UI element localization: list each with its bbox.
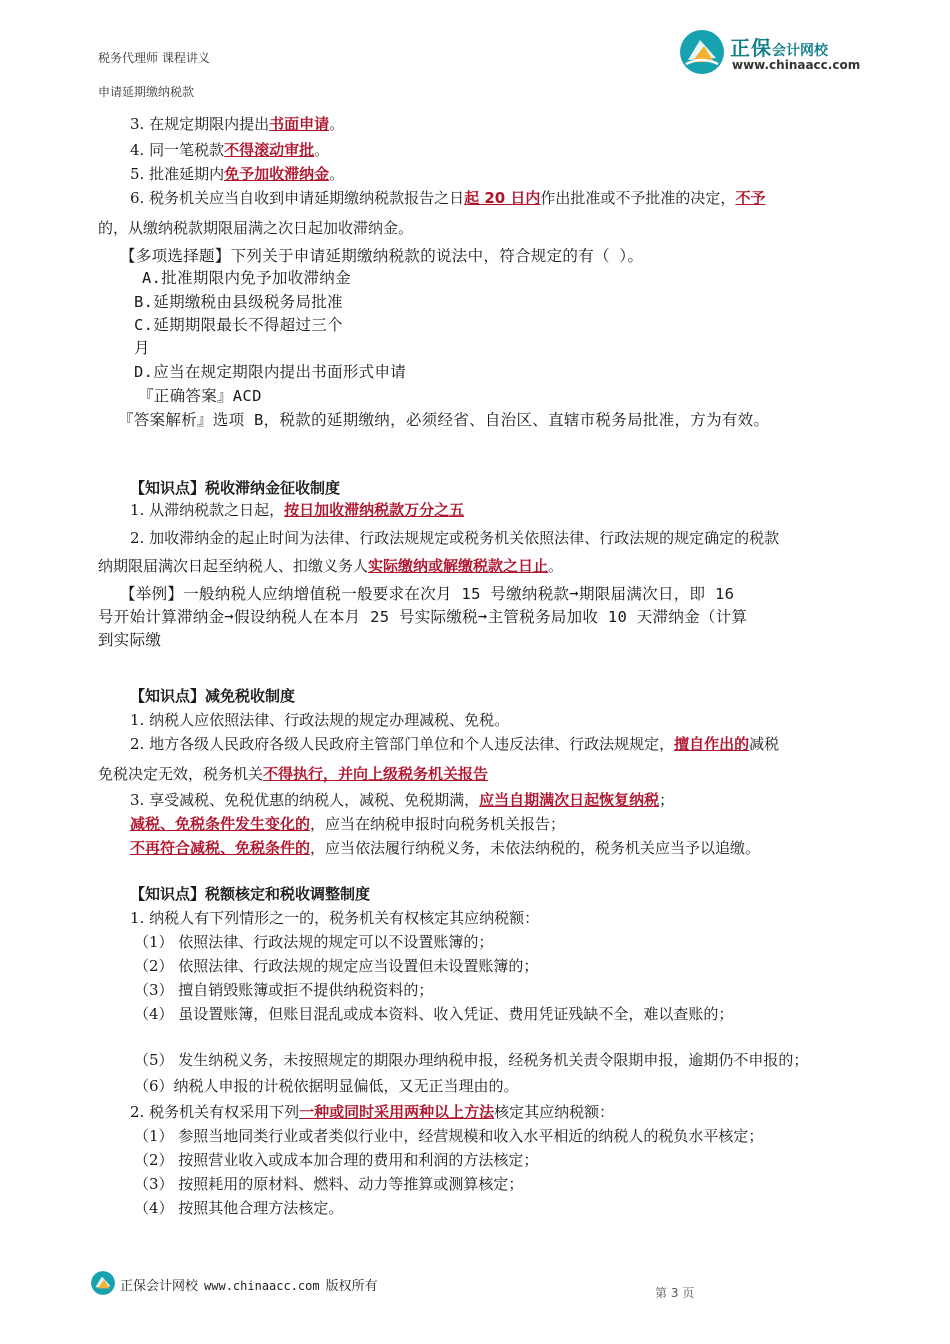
option-c-line2: 月: [134, 339, 150, 357]
relief-line2-highlight: 擅自作出的: [674, 735, 750, 753]
method-3: （3） 按照耗用的原材料、燃料、动力等推算或测算核定；: [134, 1175, 524, 1193]
relief-line4-text: ，应当在纳税申报时向税务机关报告；: [310, 815, 566, 833]
item-6-text-2: 作出批准或不予批准的决定，: [540, 189, 736, 207]
late-fee-line3-end: 。: [548, 557, 564, 575]
item-6-highlight: 起 20 日内: [464, 189, 541, 207]
item-4-end: 。: [314, 141, 330, 159]
assessment-item-3: （3） 擅自销毁账簿或拒不提供纳税资料的；: [134, 981, 434, 999]
relief-line4-highlight: 减税、免税条件发生变化的: [130, 815, 311, 833]
relief-line2b-highlight: 不得执行，并向上级税务机关报告: [263, 765, 489, 783]
item-6-highlight-2: 不予: [735, 189, 766, 207]
item-5-text: 5. 批准延期内: [130, 165, 225, 183]
late-fee-line1-highlight: 按日加收滞纳税款万分之五: [284, 501, 465, 519]
page-number: 第 3 页: [655, 1286, 695, 1300]
relief-line2-text: 2. 地方各级人民政府各级人民政府主管部门单位和个人违反法律、行政法规规定，: [130, 735, 675, 753]
question-title: 【多项选择题】下列关于申请延期缴纳税款的说法中，符合规定的有（ ）。: [120, 247, 644, 265]
item-4-highlight: 不得滚动审批: [224, 141, 315, 159]
option-b: B.延期缴税由县级税务局批准: [134, 293, 343, 311]
logo-brand: [730, 32, 828, 61]
option-c-line1: C.延期期限最长不得超过三个: [134, 316, 343, 334]
assessment-item-6: （6）纳税人申报的计税依据明显偏低，又无正当理由的。: [134, 1077, 519, 1095]
late-fee-line1-clipped: [130, 500, 465, 519]
relief-line2-end: 减税: [749, 735, 780, 753]
logo-emblem-icon: [678, 28, 726, 76]
correct-answer: 『正确答案』ACD: [138, 387, 262, 405]
item-3: [130, 114, 344, 134]
relief-line5-text: ，应当依法履行纳税义务，未依法纳税的，税务机关应当予以追缴。: [310, 839, 761, 857]
item-4: [130, 140, 329, 160]
footer-url[interactable]: www.chinaacc.com: [204, 1279, 320, 1293]
assessment-item-5-clipped: [134, 1050, 854, 1069]
relief-line2b-clipped: [98, 764, 489, 783]
option-d: D.应当在规定期限内提出书面形式申请: [134, 363, 407, 381]
option-a: A.批准期限内免予加收滞纳金: [142, 269, 351, 287]
late-fee-line2-clipped: [130, 528, 850, 547]
relief-line5-highlight: 不再符合减税、免税条件的: [130, 839, 311, 857]
item-5-highlight: 免予加收滞纳金: [224, 165, 330, 183]
relief-line3-text: 3. 享受减税、免税优惠的纳税人，减税、免税期满，: [130, 791, 480, 809]
footer-text: [120, 1275, 378, 1294]
logo-brand-sub: 会计网校: [772, 43, 828, 59]
example-line3-clipped: [98, 628, 162, 649]
assessment-line2-text: 2. 税务机关有权采用下列: [130, 1103, 300, 1121]
item-5-end: 。: [329, 165, 345, 183]
section-heading-late-fee: 【知识点】税收滞纳金征收制度: [130, 479, 341, 497]
logo-brand-text: 正保: [730, 36, 772, 60]
relief-line4: [130, 814, 565, 834]
relief-line2-clipped: [130, 734, 860, 753]
method-4: （4） 按照其他合理方法核定。: [134, 1199, 344, 1217]
assessment-item-4: （4） 虽设置账簿，但账目混乱或成本资料、收入凭证、费用凭证残缺不全，难以查账的；: [134, 1005, 734, 1023]
footer-brand: 正保会计网校: [120, 1279, 199, 1294]
relief-line2b-text: 免税决定无效，税务机关: [98, 765, 264, 783]
late-fee-line3-text: 纳期限届满次日起至纳税人、扣缴义务人: [98, 557, 369, 575]
item-3-text: 3. 在规定期限内提出: [130, 115, 270, 133]
example-line3-text: 到实际缴: [98, 631, 162, 649]
assessment-line1: 1. 纳税人有下列情形之一的，税务机关有权核定其应纳税额：: [130, 909, 540, 927]
item-3-highlight: 书面申请: [269, 115, 330, 133]
relief-line1: 1. 纳税人应依照法律、行政法规的规定办理减税、免税。: [130, 711, 510, 729]
item-6-text: 6. 税务机关应当自收到申请延期缴纳税款报告之日: [130, 189, 465, 207]
assessment-item-2: （2） 依照法律、行政法规的规定应当设置但未设置账簿的；: [134, 957, 539, 975]
relief-line5: [130, 838, 760, 858]
relief-line3: [130, 790, 674, 810]
relief-line3-highlight: 应当自期满次日起恢复纳税: [479, 791, 660, 809]
example-line2: 号开始计算滞纳金➞假设纳税人在本月 25 号实际缴税➞主管税务局加收 10 天滞纳金（计算: [98, 608, 748, 626]
late-fee-line2-text: 2. 加收滞纳金的起止时间为法律、行政法规规定或税务机关依照法律、行政法规的规定确定的税款: [130, 529, 780, 547]
late-fee-line3-highlight: 实际缴纳或解缴税款之日止: [368, 557, 549, 575]
assessment-line2: [130, 1102, 614, 1122]
section-heading-tax-relief: 【知识点】减免税收制度: [130, 687, 296, 705]
method-1: （1） 参照当地同类行业或者类似行业中，经营规模和收入水平相近的纳税人的税负水平核定；: [134, 1127, 764, 1145]
chinaacc-logo[interactable]: [678, 28, 878, 78]
item-4-text: 4. 同一笔税款: [130, 141, 225, 159]
item-3-end: 。: [329, 115, 345, 133]
footer-rights: 版权所有: [325, 1279, 378, 1294]
item-6-clipped: [130, 188, 840, 207]
header-fragment-2: [98, 85, 195, 99]
assessment-line2-end: 核定其应纳税额：: [494, 1103, 615, 1121]
item-6-continuation: 的，从缴纳税款期限届满之次日起加收滞纳金。: [98, 219, 414, 237]
relief-line3-end: ；: [659, 791, 675, 809]
item-5: [130, 164, 344, 184]
logo-url: www.chinaacc.com: [732, 58, 861, 72]
footer-logo-icon: [90, 1270, 116, 1296]
answer-analysis: 『答案解析』选项 B，税款的延期缴纳，必须经省、自治区、直辖市税务局批准，方为有效。: [118, 411, 770, 429]
page-number-clipped: [655, 1284, 695, 1300]
header-fragment-text-2: 申请延期缴纳税款: [98, 85, 195, 99]
method-2: （2） 按照营业收入或成本加合理的费用和利润的方法核定；: [134, 1151, 539, 1169]
header-fragment: [98, 48, 210, 65]
section-heading-assessment: 【知识点】税额核定和税收调整制度: [130, 885, 371, 903]
assessment-item-5-text: （5） 发生纳税义务，未按照规定的期限办理纳税申报，经税务机关责令限期申报，逾期仍不申报的；: [134, 1051, 809, 1069]
example-line1: 【举例】一般纳税人应纳增值税一般要求在次月 15 号缴纳税款➞期限届满次日，即 16: [120, 585, 735, 603]
assessment-item-1: （1） 依照法律、行政法规的规定可以不设置账簿的；: [134, 933, 494, 951]
assessment-line2-highlight: 一种或同时采用两种以上方法: [299, 1103, 495, 1121]
late-fee-line1-text: 1. 从滞纳税款之日起，: [130, 501, 285, 519]
late-fee-line3: [98, 556, 563, 576]
header-fragment-text: 税务代理师 课程讲义: [98, 51, 210, 65]
